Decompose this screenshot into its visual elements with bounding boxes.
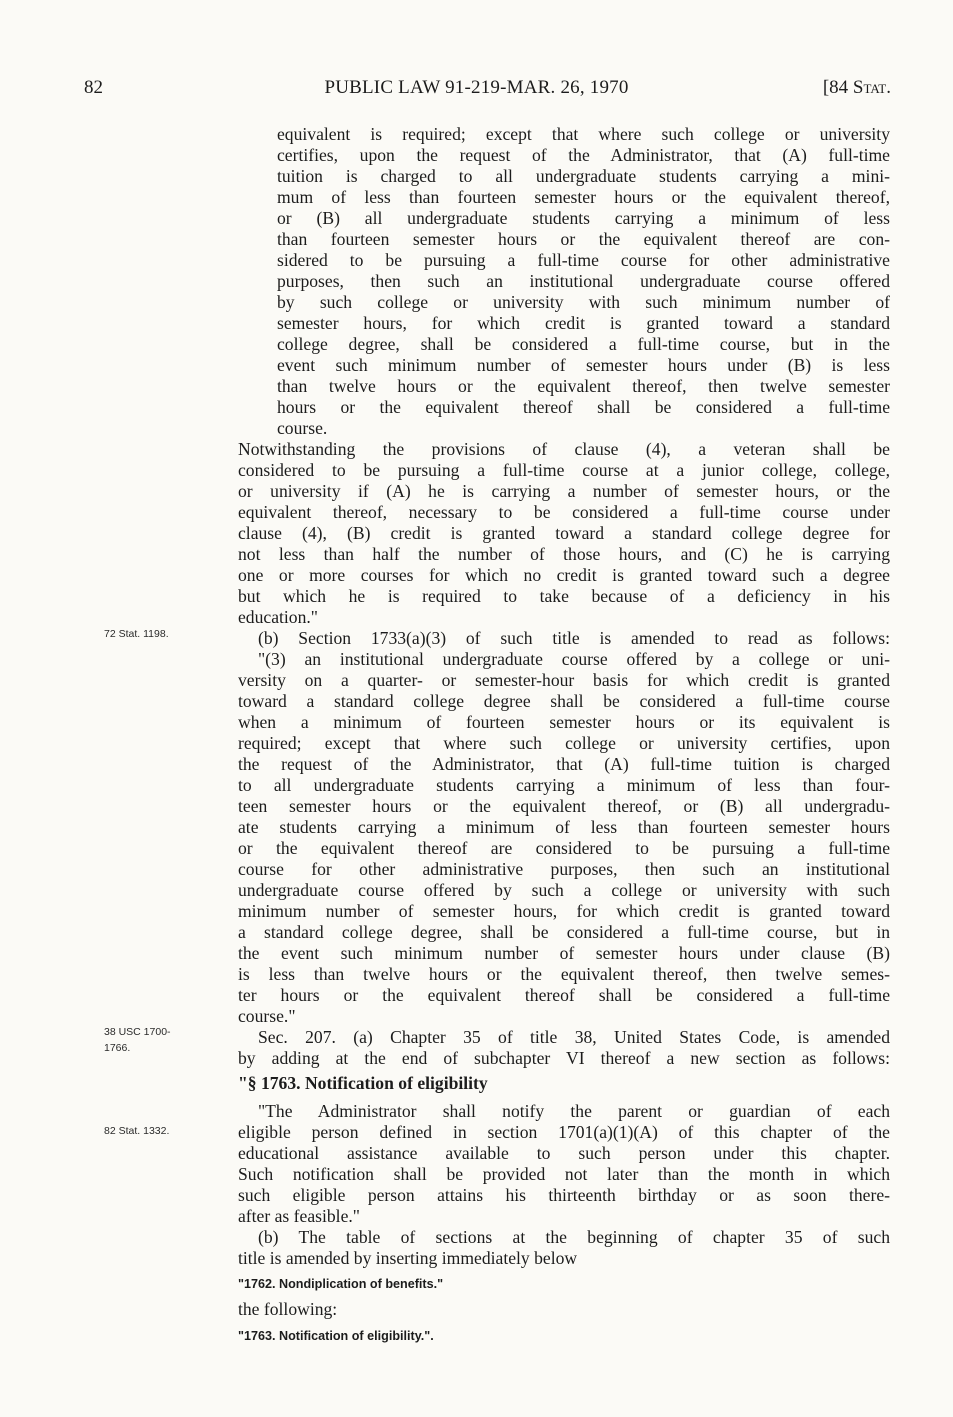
volume-number: [84 (822, 77, 853, 98)
text-line: the request of the Administrator, that (A) full-time tuition is charged (238, 754, 890, 774)
text-line: versity on a quarter- or semester-hour basis for which credit is granted (238, 670, 890, 690)
text-line: or the equivalent thereof are considered to be pursuing a full-time (238, 838, 890, 858)
text-line: is less than twelve hours or the equivalent thereof, then twelve semes- (238, 964, 890, 984)
text-line: toward a standard college degree shall be considered a full-time course (238, 691, 890, 711)
margin-note-82-stat: 82 Stat. 1332. (104, 1125, 170, 1137)
text-line: college degree, shall be considered a full-time course, but in the (277, 334, 890, 354)
text-line: or university if (A) he is carrying a number of semester hours, or the (238, 481, 890, 501)
text-line: than twelve hours or the equivalent thereof, then twelve semester (277, 376, 890, 396)
text-line: event such minimum number of semester hours under (B) is less (277, 355, 890, 375)
text-line: teen semester hours or the equivalent thereof, or (B) all undergradu- (238, 796, 890, 816)
text-line: sidered to be pursuing a full-time course for other administrative (277, 250, 890, 270)
text-line: "(3) an institutional undergraduate course offered by a college or uni- (258, 649, 890, 669)
text-line: not less than half the number of those hours, and (C) he is carrying (238, 544, 890, 564)
running-header: PUBLIC LAW 91-219-MAR. 26, 1970 (324, 77, 629, 98)
text-line: "The Administrator shall notify the parent or guardian of each (258, 1101, 890, 1121)
text-line: ter hours or the equivalent thereof shall be considered a full-time (238, 985, 890, 1005)
text-line: purposes, then such an institutional undergraduate course offered (277, 271, 890, 291)
text-line: course." (238, 1006, 296, 1026)
text-line: a standard college degree, shall be considered a full-time course, but in (238, 922, 890, 942)
table-entry-1762: "1762. Nondiplication of benefits." (238, 1277, 444, 1291)
section-207-line: Sec. 207. (a) Chapter 35 of title 38, United States Code, is amended (258, 1027, 890, 1047)
text-line: equivalent thereof, necessary to be considered a full-time course under (238, 502, 890, 522)
text-line: clause (4), (B) credit is granted toward a standard college degree for (238, 523, 890, 543)
text-line: to all undergraduate students carrying a minimum of less than four- (238, 775, 890, 795)
text-line: certifies, upon the request of the Administrator, that (A) full-time (277, 145, 890, 165)
text-line: such eligible person attains his thirteenth birthday or as soon there- (238, 1185, 890, 1205)
text-line: ate students carrying a minimum of less than fourteen semester hours (238, 817, 890, 837)
text-line: by adding at the end of subchapter VI thereof a new section as follows: (238, 1048, 890, 1068)
margin-note-38-usc: 38 USC 1700- (104, 1026, 171, 1038)
section-heading: "§ 1763. Notification of eligibility (238, 1073, 488, 1093)
margin-note-72-stat: 72 Stat. 1198. (104, 628, 169, 640)
text-line: Notwithstanding the provisions of clause (4), a veteran shall be (238, 439, 890, 459)
text-line: course for other administrative purposes, then such an institutional (238, 859, 890, 879)
text-line: one or more courses for which no credit is granted toward such a degree (238, 565, 890, 585)
text-line: mum of less than fourteen semester hours or the equivalent thereof, (277, 187, 890, 207)
text-line: tuition is charged to all undergraduate students carrying a mini- (277, 166, 890, 186)
text-line: hours or the equivalent thereof shall be considered a full-time (277, 397, 890, 417)
text-line: when a minimum of fourteen semester hours or its equivalent is (238, 712, 890, 732)
margin-note-38-usc-cont: 1766. (104, 1042, 131, 1054)
text-line: education." (238, 607, 318, 627)
text-line: semester hours, for which credit is granted toward a standard (277, 313, 890, 333)
text-line: the following: (238, 1299, 338, 1319)
text-line: eligible person defined in section 1701(a)(1)(A) of this chapter of the (238, 1122, 890, 1142)
text-line: (b) The table of sections at the beginning of chapter 35 of such (258, 1227, 890, 1247)
volume-reference (823, 77, 891, 99)
table-entry-1763: "1763. Notification of eligibility.". (238, 1329, 434, 1343)
text-line: than fourteen semester hours or the equivalent thereof are con- (277, 229, 890, 249)
text-line: equivalent is required; except that where such college or university (277, 124, 890, 144)
text-line: required; except that where such college or university certifies, upon (238, 733, 890, 753)
text-line: educational assistance available to such person under this chapter. (238, 1143, 890, 1163)
text-line: by such college or university with such minimum number of (277, 292, 890, 312)
text-line: after as feasible." (238, 1206, 360, 1226)
text-line: considered to be pursuing a full-time course at a junior college, college, (238, 460, 890, 480)
text-line: Such notification shall be provided not later than the month in which (238, 1164, 890, 1184)
text-line: title is amended by inserting immediately below (238, 1248, 578, 1268)
page-number: 82 (84, 77, 103, 98)
text-line: (b) Section 1733(a)(3) of such title is amended to read as follows: (258, 628, 890, 648)
text-line: undergraduate course offered by such a college or university with such (238, 880, 890, 900)
text-line: but which he is required to take because of a deficiency in his (238, 586, 890, 606)
volume-stat: Stat. (852, 77, 891, 98)
text-line: course. (277, 418, 328, 438)
text-line: minimum number of semester hours, for which credit is granted toward (238, 901, 890, 921)
text-line: or (B) all undergraduate students carrying a minimum of less (277, 208, 890, 228)
text-line: the event such minimum number of semester hours under clause (B) (238, 943, 890, 963)
